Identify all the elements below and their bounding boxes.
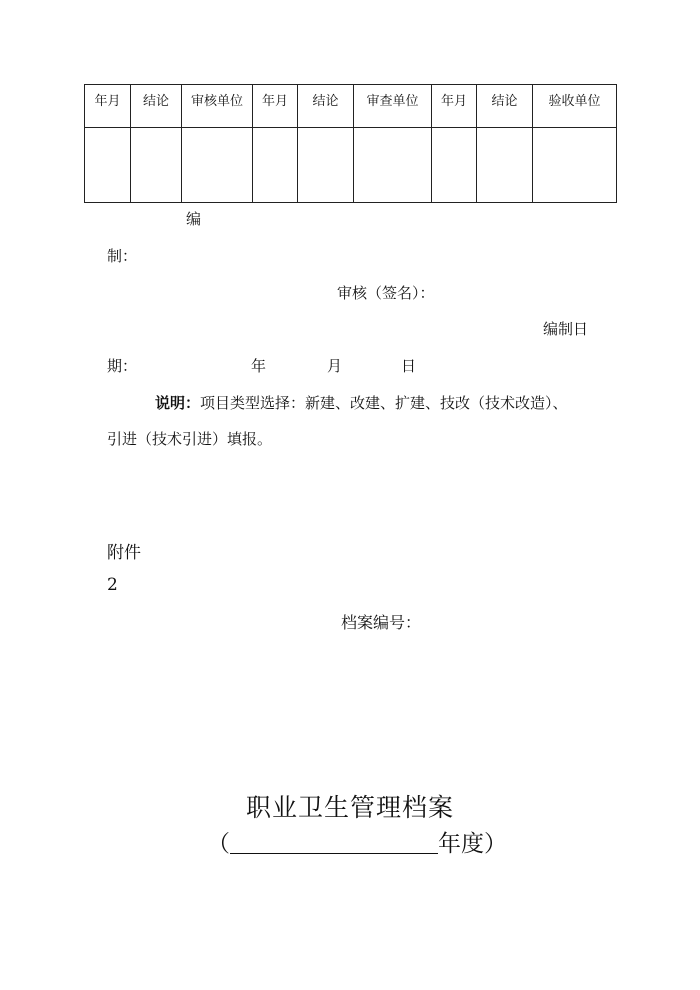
compile-date-label-part1: 编制日: [543, 320, 589, 338]
header-acceptance-unit: 验收单位: [533, 85, 617, 128]
date-year-label: 年: [251, 357, 267, 375]
header-year-month-2: 年月: [253, 85, 298, 128]
note-line-2: 引进（技术引进）填报。: [107, 430, 273, 448]
date-month-label: 月: [327, 357, 343, 375]
header-conclusion-1: 结论: [131, 85, 182, 128]
header-review-unit: 审核单位: [182, 85, 253, 128]
table-row: [85, 128, 617, 203]
year-suffix: 年度）: [438, 831, 507, 857]
table-cell[interactable]: [131, 128, 182, 203]
cover-title: 职业卫生管理档案: [246, 793, 455, 822]
compiler-label-part2: 制：: [107, 247, 138, 265]
date-day-label: 日: [401, 357, 417, 375]
table-cell[interactable]: [298, 128, 354, 203]
note-line-1: [155, 392, 568, 413]
table-cell[interactable]: [354, 128, 432, 203]
compile-date-label-part2: 期：: [107, 357, 138, 375]
header-conclusion-3: 结论: [477, 85, 533, 128]
header-inspection-unit: 审查单位: [354, 85, 432, 128]
table-cell[interactable]: [253, 128, 298, 203]
table-cell[interactable]: [85, 128, 131, 203]
attachment-number: 2: [107, 575, 118, 595]
note-label: 说明：: [155, 394, 201, 412]
paren-open: （: [207, 831, 230, 857]
table-header-row: [85, 85, 617, 128]
reviewer-signature-label: 审核（签名）：: [337, 284, 435, 302]
table-cell[interactable]: [182, 128, 253, 203]
header-conclusion-2: 结论: [298, 85, 354, 128]
table-cell[interactable]: [432, 128, 477, 203]
table-cell[interactable]: [533, 128, 617, 203]
compiler-label-part1: 编: [186, 210, 202, 228]
attachment-label: 附件: [107, 543, 141, 563]
header-year-month-1: 年月: [85, 85, 131, 128]
archive-number-label: 档案编号：: [341, 613, 422, 632]
note-text-1: 项目类型选择：新建、改建、扩建、技改（技术改造）、: [200, 394, 568, 412]
table-cell[interactable]: [477, 128, 533, 203]
header-year-month-3: 年月: [432, 85, 477, 128]
cover-year-line: [207, 825, 507, 858]
year-blank-underline[interactable]: [230, 833, 438, 854]
approval-record-table: [84, 84, 617, 203]
